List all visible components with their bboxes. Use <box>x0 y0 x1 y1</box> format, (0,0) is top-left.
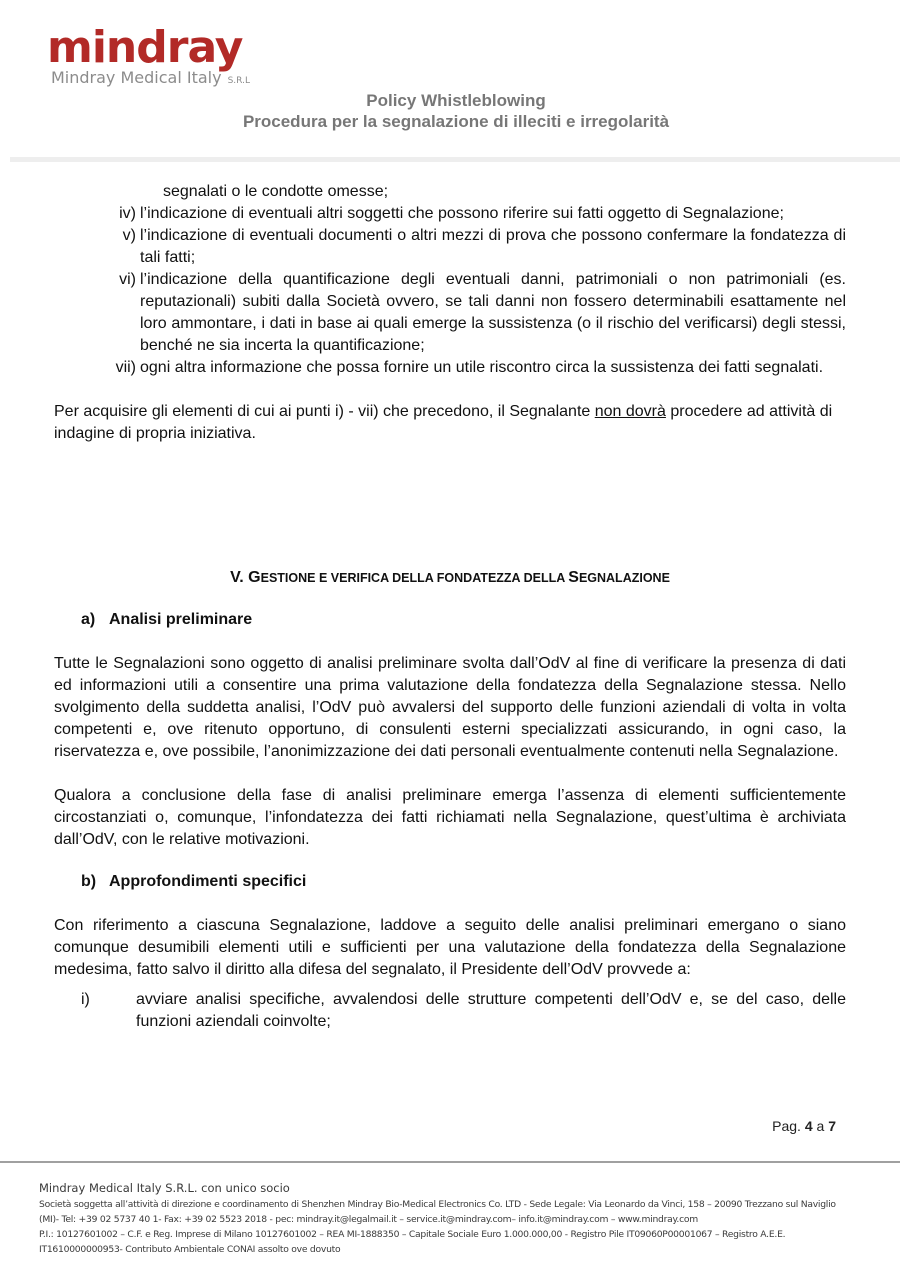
footer-line: P.I.: 10127601002 – C.F. e Reg. Imprese di Milano 10127601002 – REA MI-1888350 – Capitale Sociale Euro 1.000.000,00 - Registro Pile IT09060P00001067 – Registro A.E.E. <box>39 1229 786 1240</box>
subsection-title: Approfondimenti specifici <box>109 873 307 890</box>
footer-line: Società soggetta all’attività di direzione e coordinamento di Shenzhen Mindray Bio-Medical Electronics Co. LTD - Sede Legale: Via Leonardo da Vinci, 158 – 20090 Trezzano sul Naviglio <box>39 1199 836 1210</box>
list-item <box>54 225 846 269</box>
page-footer <box>39 1180 889 1257</box>
list-item-text: ogni altra informazione che possa fornire un utile riscontro circa la sussistenza dei fatti segnalati. <box>140 359 824 376</box>
list-continuation: segnalati o le condotte omesse; <box>163 183 389 200</box>
list-item-text: l’indicazione della quantificazione degli eventuali danni, patrimoniali o non patrimoniali (es. reputazionali) subiti dalla Società ovvero, se tali danni non fossero determinabili esattamente nel loro ammontare, i dati in base ai quali emerge la sussistenza (o il rischio del verificarsi) degli stessi, benché ne sia incerta la quantificazione; <box>140 271 846 354</box>
document-subtitle: Procedura per la segnalazione di illeciti e irregolarità <box>242 112 670 131</box>
section-number: V. <box>230 569 244 586</box>
paragraph: Con riferimento a ciascuna Segnalazione, laddove a seguito delle analisi preliminari emergano o siano comunque desumibili elementi utili e sufficienti per una valutazione della fondatezza della Segnalazione medesima, fatto salvo il diritto alla difesa del segnalato, il Presidente dell’OdV provvede a: <box>54 917 846 978</box>
section-title-smallcaps: ESTIONE E VERIFICA DELLA FONDATEZZA DELLA <box>260 571 569 585</box>
section-title-initial: G <box>248 569 261 586</box>
paragraph: Qualora a conclusione della fase di analisi preliminare emerga l’assenza di elementi sufficientemente circostanziati o, comunque, l’infondatezza dei fatti richiamati nella Segnalazione, quest’ultima è archiviata dall’OdV, con le relative motivazioni. <box>54 787 846 848</box>
action-item-number: i) <box>81 991 90 1008</box>
list-item-text: l’indicazione di eventuali altri soggetti che possono riferire sui fatti oggetto di Segnalazione; <box>140 205 784 222</box>
footer-line: IT1610000000953- Contributo Ambientale CONAI assolto ove dovuto <box>39 1244 341 1255</box>
subsection-heading-a <box>54 609 846 631</box>
section-title-initial: S <box>568 569 579 586</box>
page-current: 4 <box>804 1118 813 1134</box>
page-number <box>772 1118 836 1134</box>
document-title: Policy Whistleblowing <box>366 91 546 110</box>
subsection-letter: a) <box>81 611 96 628</box>
paragraph: Tutte le Segnalazioni sono oggetto di analisi preliminare svolta dall’OdV al fine di verificare la presenza di dati ed informazioni utili a consentire una prima valutazione della fondatezza della Segnalazione stessa. Nello svolgimento della suddetta analisi, l’OdV può avvalersi del supporto delle funzioni aziendali di volta in volta competenti e, ove ritenuto opportuno, di consulenti esterni specializzati assicurando, in ogni caso, la riservatezza e, ove possibile, l’anonimizzazione dei dati personali eventualmente contenuti nella Segnalazione. <box>54 655 846 760</box>
document-header <box>0 90 900 132</box>
page-total: 7 <box>828 1118 836 1134</box>
footer-company: Mindray Medical Italy S.R.L. con unico socio <box>39 1181 290 1195</box>
document-body <box>54 181 846 1033</box>
list-item-number: v) <box>122 227 136 244</box>
list-item-number: vi) <box>119 271 136 288</box>
list-item <box>54 203 846 225</box>
subsection-letter: b) <box>81 873 97 890</box>
header-divider <box>10 157 900 162</box>
subsection-title: Analisi preliminare <box>109 611 253 628</box>
footer-divider <box>0 1161 900 1163</box>
logo-brand: mindray <box>47 22 243 73</box>
subsection-heading-b <box>54 871 846 893</box>
list-item-text: l’indicazione di eventuali documenti o altri mezzi di prova che possono confermare la fondatezza di tali fatti; <box>140 227 846 266</box>
list-item-number: vii) <box>115 359 136 376</box>
list-item-number: iv) <box>119 205 136 222</box>
logo-subtitle <box>51 68 250 87</box>
note-emphasis: non dovrà <box>594 403 666 420</box>
footer-line: (MI)- Tel: +39 02 5737 40 1- Fax: +39 02 5523 2018 - pec: mindray.it@legalmail.it – service.it@mindray.com– info.it@mindray.com – www.mindray.com <box>39 1214 698 1225</box>
note-text-after: procedere ad attività di indagine di propria iniziativa. <box>54 403 833 442</box>
list-item <box>54 269 846 357</box>
logo-subtitle-text: Mindray Medical Italy <box>51 68 222 87</box>
section-heading <box>54 567 846 589</box>
page-label: Pag. <box>772 1118 801 1134</box>
company-logo <box>47 22 250 87</box>
investigation-note <box>54 401 846 445</box>
list-item <box>54 357 846 379</box>
page-separator: a <box>816 1118 825 1134</box>
section-title-smallcaps: EGNALAZIONE <box>578 571 670 585</box>
action-list-item <box>54 989 846 1033</box>
section-title-text <box>248 569 670 586</box>
note-text-before: Per acquisire gli elementi di cui ai punti i) - vii) che precedono, il Segnalante <box>54 403 595 420</box>
logo-suffix: S.R.L <box>227 76 250 86</box>
action-item-text: avviare analisi specifiche, avvalendosi delle strutture competenti dell’OdV e, se del caso, delle funzioni aziendali coinvolte; <box>136 991 846 1030</box>
